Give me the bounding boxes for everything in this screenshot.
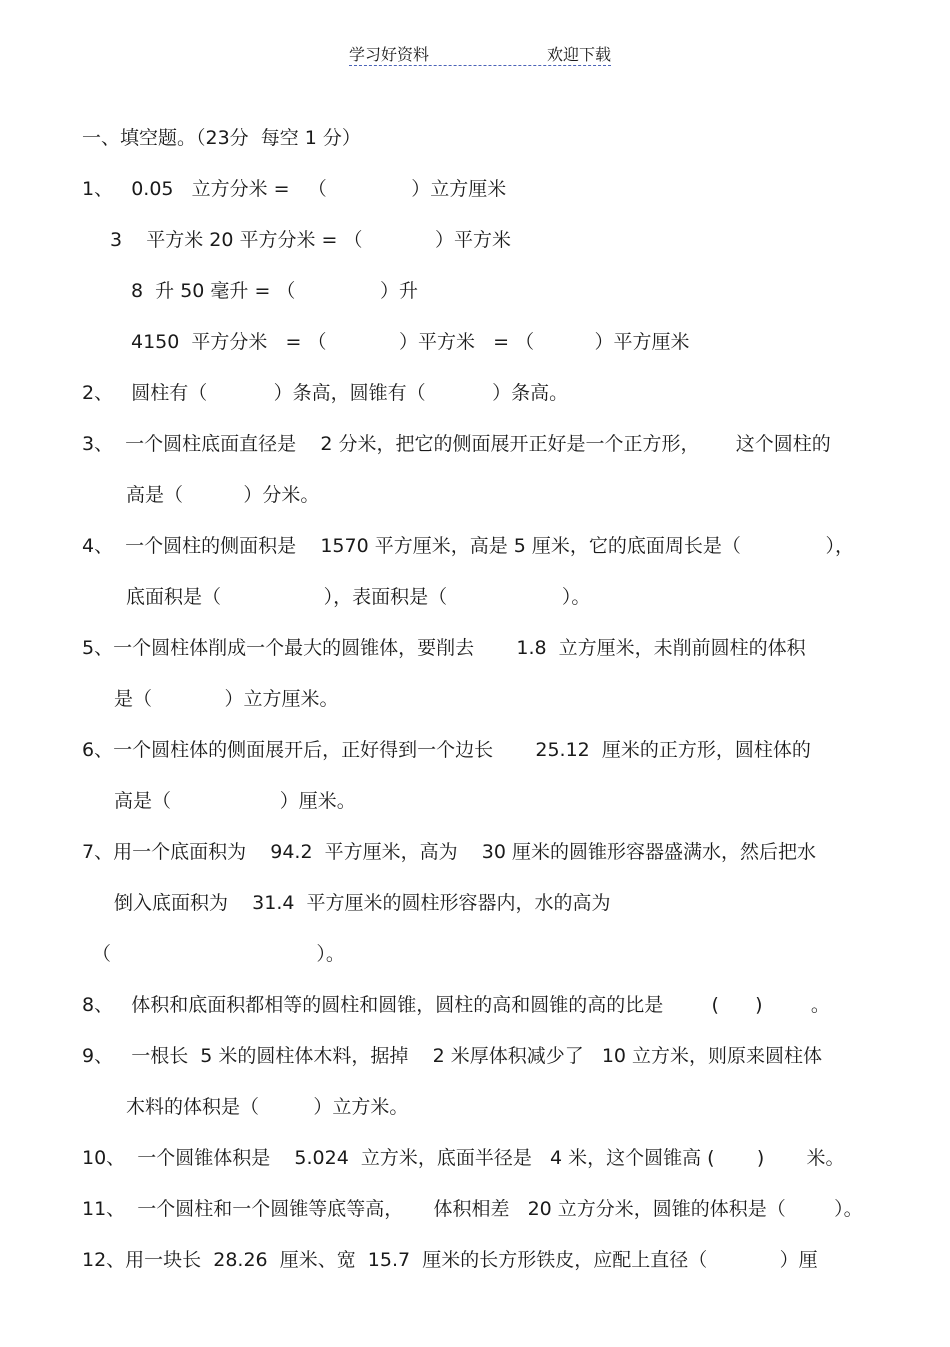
- question-5-line-1: 5、一个圆柱体削成一个最大的圆锥体，要削去 1.8 立方厘米，未削前圆柱的体积: [82, 637, 806, 659]
- question-6-line-2: 高是（ ）厘米。: [114, 790, 356, 812]
- question-9-line-1: 9、 一根长 5 米的圆柱体木料，据掉 2 米厚体积减少了 10 立方米，则原来圆柱体: [82, 1045, 823, 1067]
- question-1-line-3: 8 升 50 毫升 = （ ）升: [131, 280, 418, 302]
- question-9-line-2: 木料的体积是（ ）立方米。: [126, 1096, 409, 1118]
- question-2: 2、 圆柱有（ ）条高，圆锥有（ ）条高。: [82, 382, 569, 404]
- section-title: 一、填空题。（23分 每空 1 分）: [82, 127, 361, 149]
- question-1-line-1: 1、 0.05 立方分米 = （ ）立方厘米: [82, 178, 507, 200]
- question-6-line-1: 6、一个圆柱体的侧面展开后，正好得到一个边长 25.12 厘米的正方形，圆柱体的: [82, 739, 811, 761]
- question-7-line-3: （ ）。: [92, 943, 345, 965]
- question-5-line-2: 是（ ）立方厘米。: [114, 688, 339, 710]
- header-left-text: 学习好资料: [349, 45, 430, 64]
- question-1-line-2: 3 平方米 20 平方分米 = （ ）平方米: [110, 229, 511, 251]
- header-dashed-underline: [349, 65, 611, 66]
- question-4-line-2: 底面积是（ ），表面积是（ ）。: [126, 586, 591, 608]
- question-11: 11、 一个圆柱和一个圆锥等底等高， 体积相差 20 立方分米，圆锥的体积是（ ）。: [82, 1198, 863, 1220]
- question-10: 10、 一个圆锥体积是 5.024 立方米，底面半径是 4 米，这个圆锥高 ( ) 米。: [82, 1147, 845, 1169]
- page-header: [349, 42, 611, 66]
- header-right-text: 欢迎下载: [546, 45, 611, 64]
- question-7-line-2: 倒入底面积为 31.4 平方厘米的圆柱形容器内，水的高为: [114, 892, 611, 914]
- question-4-line-1: 4、 一个圆柱的侧面积是 1570 平方厘米，高是 5 厘米，它的底面周长是（ ），: [82, 535, 854, 557]
- question-1-line-4: 4150 平方分米 = （ ）平方米 = （ ）平方厘米: [131, 331, 690, 353]
- question-3-line-1: 3、 一个圆柱底面直径是 2 分米，把它的侧面展开正好是一个正方形， 这个圆柱的: [82, 433, 831, 455]
- question-12-line-1: 12、用一块长 28.26 厘米、宽 15.7 厘米的长方形铁皮，应配上直径（ ）厘: [82, 1249, 818, 1271]
- question-7-line-1: 7、用一个底面积为 94.2 平方厘米，高为 30 厘米的圆锥形容器盛满水，然后把水: [82, 841, 817, 863]
- question-8: 8、 体积和底面积都相等的圆柱和圆锥，圆柱的高和圆锥的高的比是 ( ) 。: [82, 994, 830, 1016]
- question-3-line-2: 高是（ ）分米。: [126, 484, 320, 506]
